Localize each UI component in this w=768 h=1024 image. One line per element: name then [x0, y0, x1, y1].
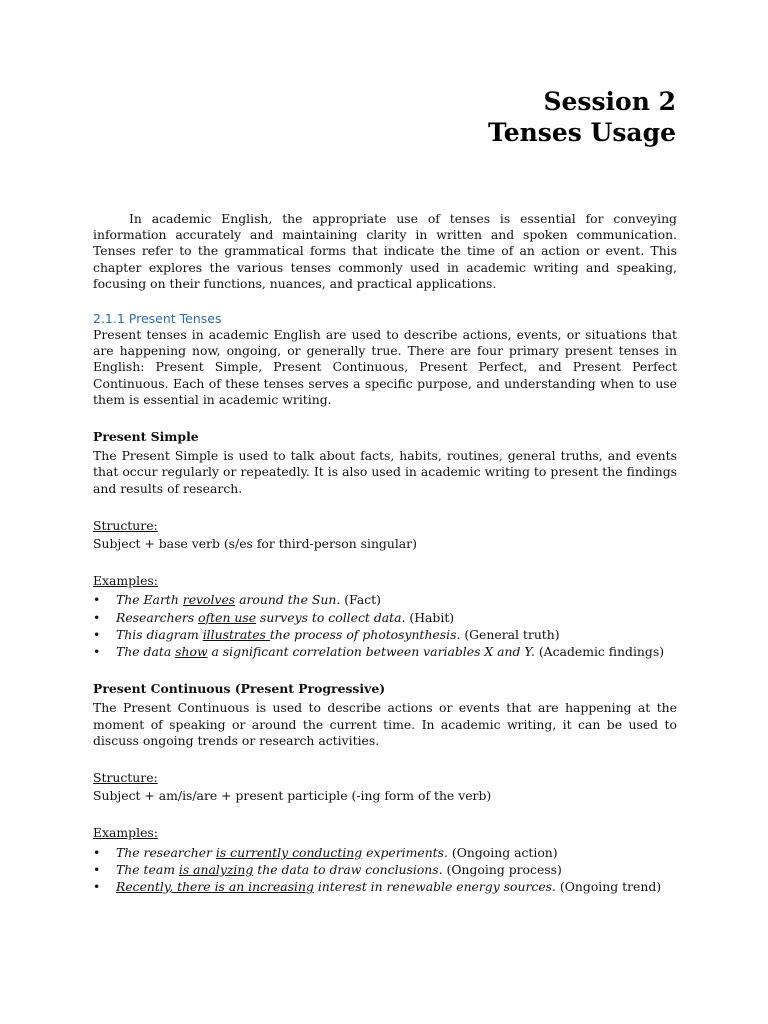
section-paragraph: Present tenses in academic English are used to describe actions, events, or situations that are happening now, ongoing, or generally true. There are four primary present tenses in English: Present Simple, Present Continuous, Present Perfect, and Present Perfect Continuous. Each of these tenses serves a specific purpose, and understanding when to use them is essential in academic writing.: [93, 327, 677, 407]
example-text: This diagram: [116, 626, 203, 642]
bullet-icon: •: [93, 644, 101, 660]
example-verb: is currently conducting: [215, 844, 363, 860]
title-line-2: Tenses Usage: [487, 118, 676, 147]
example-text: around the Sun.: [235, 592, 341, 608]
present-continuous-structure: Subject + am/is/are + present participle (-ing form of the verb): [93, 788, 492, 804]
example-text: surveys to collect data.: [256, 609, 406, 625]
example-text: The Earth: [116, 592, 183, 608]
present-simple-examples-label: Examples:: [93, 573, 158, 589]
list-item: [93, 878, 677, 895]
example-text: the data to draw conclusions.: [253, 861, 443, 877]
example-text: Researchers: [116, 609, 199, 625]
example-verb: revolves: [182, 592, 236, 608]
example-text: interest in renewable energy sources.: [313, 879, 556, 895]
list-item: [93, 609, 677, 626]
example-verb: Recently, there is an increasing: [116, 879, 314, 895]
example-verb: show: [175, 644, 208, 660]
example-note: (Academic findings): [534, 644, 665, 660]
example-note: (General truth): [460, 626, 560, 642]
example-text: the process of photosynthesis.: [269, 626, 461, 642]
example-note: (Habit): [405, 609, 455, 625]
list-item: [93, 591, 677, 608]
bullet-icon: •: [93, 844, 101, 860]
bullet-icon: •: [93, 879, 101, 895]
example-text: The data: [116, 644, 176, 660]
bullet-icon: •: [93, 626, 101, 642]
present-continuous-examples: [93, 844, 677, 896]
present-simple-paragraph: The Present Simple is used to talk about facts, habits, routines, general truths, and events that occur regularly or repeatedly. It is also used in academic writing to present the findings and results of research.: [93, 448, 677, 496]
example-note: (Ongoing trend): [555, 879, 662, 895]
document-body: [93, 211, 677, 895]
session-title: [488, 86, 676, 148]
example-note: (Ongoing action): [447, 844, 558, 860]
list-item: [93, 844, 677, 861]
bullet-icon: •: [93, 609, 101, 625]
section-heading: 2.1.1 Present Tenses: [93, 311, 222, 327]
list-item: [93, 861, 677, 878]
present-simple-structure: Subject + base verb (s/es for third-person singular): [93, 536, 417, 552]
example-text: The researcher: [116, 844, 216, 860]
present-continuous-examples-label: Examples:: [93, 825, 158, 841]
title-line-1: Session 2: [543, 87, 676, 116]
present-continuous-structure-label: Structure:: [93, 770, 158, 786]
example-text: The team: [116, 861, 179, 877]
present-simple-examples: [93, 591, 677, 660]
example-note: (Ongoing process): [442, 861, 562, 877]
example-verb: often use: [198, 609, 257, 625]
example-text: experiments.: [362, 844, 448, 860]
present-simple-structure-label: Structure:: [93, 517, 158, 533]
example-note: (Fact): [340, 592, 381, 608]
example-verb: is analyzing: [178, 861, 254, 877]
present-continuous-heading: Present Continuous (Present Progressive): [93, 681, 386, 697]
example-text: a significant correlation between variables X and Y.: [207, 644, 535, 660]
bullet-icon: •: [93, 861, 101, 877]
intro-paragraph: In academic English, the appropriate use of tenses is essential for conveying information accurately and maintaining clarity in written and spoken communication. Tenses refer to the grammatical forms that indicate the time of an action or event. This chapter explores the various tenses commonly used in academic writing and speaking, focusing on their functions, nuances, and practical applications.: [93, 211, 677, 291]
list-item: [93, 643, 677, 660]
bullet-icon: •: [93, 592, 101, 608]
list-item: [93, 626, 677, 643]
present-continuous-paragraph: The Present Continuous is used to describe actions or events that are happening at the moment of speaking or around the current time. In academic writing, it can be used to discuss ongoing trends or research activities.: [93, 700, 677, 748]
present-simple-heading: Present Simple: [93, 429, 199, 445]
example-verb: illustrates: [202, 626, 270, 642]
